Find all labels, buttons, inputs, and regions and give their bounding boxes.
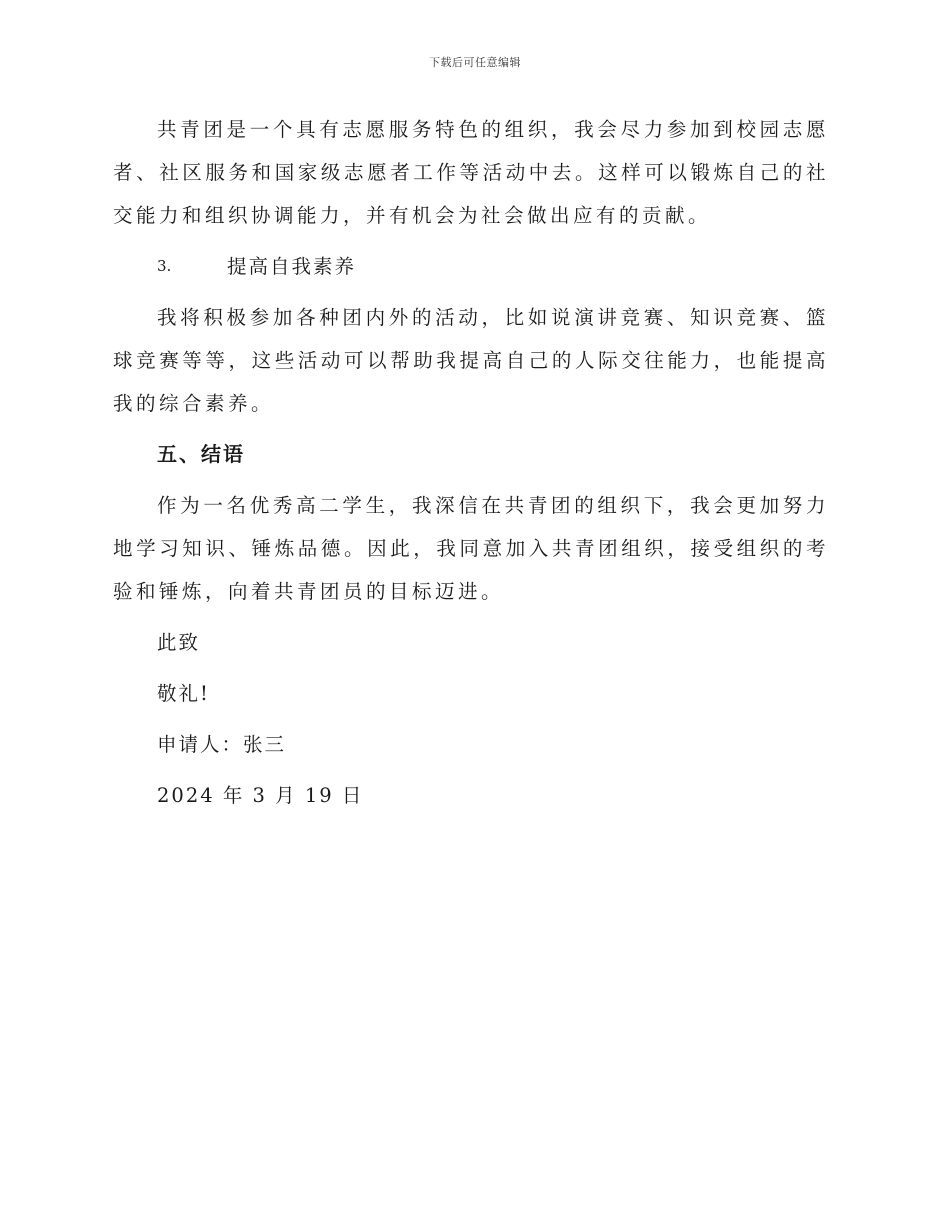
section-heading-conclusion: 五、结语 <box>157 442 245 466</box>
page-header: 下载后可任意编辑 <box>429 56 521 69</box>
paragraph-self-improvement: 我将积极参加各种团内外的活动，比如说演讲竞赛、知识竞赛、篮球竞赛等等，这些活动可以帮助我提高自己的人际交往能力，也能提高我的综合素养。 <box>113 306 829 415</box>
list-item-number: 3. <box>157 257 172 275</box>
closing-regards: 敬礼! <box>157 682 210 705</box>
signature-date: 2024 年 3 月 19 日 <box>157 784 364 807</box>
paragraph-volunteer: 共青团是一个具有志愿服务特色的组织，我会尽力参加到校园志愿者、社区服务和国家级志愿者工作等活动中去。这样可以锻炼自己的社交能力和组织协调能力，并有机会为社会做出应有的贡献。 <box>113 118 829 227</box>
list-item-3 <box>113 245 829 288</box>
applicant-signature: 申请人：张三 <box>157 733 287 756</box>
list-item-title: 提高自我素养 <box>227 255 357 278</box>
paragraph-conclusion: 作为一名优秀高二学生，我深信在共青团的组织下，我会更加努力地学习知识、锤炼品德。因此，我同意加入共青团组织，接受组织的考验和锤炼，向着共青团员的目标迈进。 <box>113 494 829 603</box>
closing-salutation: 此致 <box>157 631 201 654</box>
document-body <box>113 108 829 825</box>
